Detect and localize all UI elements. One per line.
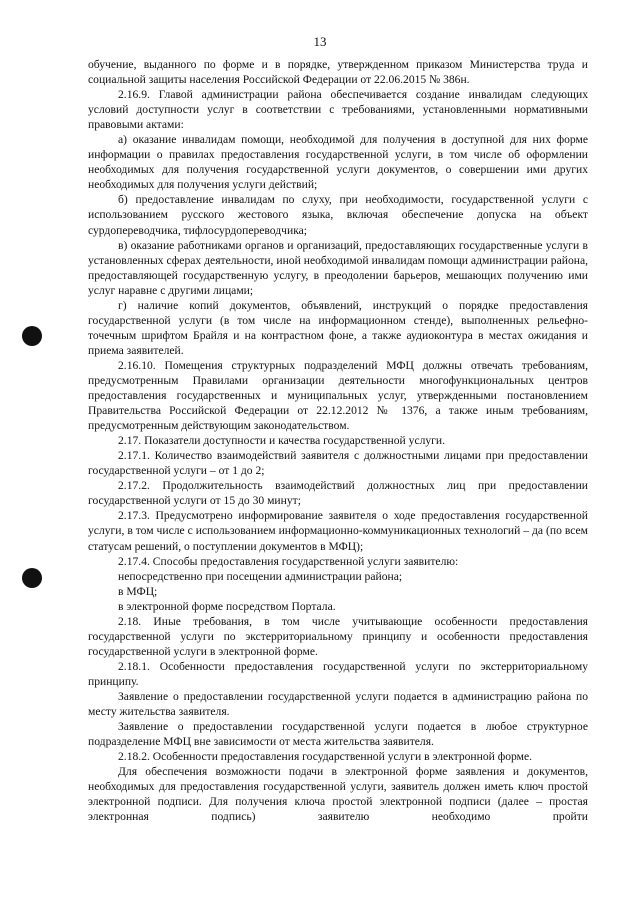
paragraph: 2.18.1. Особенности предоставления государственной услуги по экстерриториальному принципу. <box>88 659 588 688</box>
paragraph: 2.16.10. Помещения структурных подразделений МФЦ должны отвечать требованиям, предусмотренным Правилами организации деятельности многофункциональных центров предоставления государственных и муниципальных услуг, утвержденными постановлением Правительства Российской Федерации от 22.12.2012 № 1376, а также иным требованиям, предусмотренным действующим законодательством. <box>88 358 588 433</box>
paragraph: г) наличие копий документов, объявлений, инструкций о порядке предоставления государственной услуги (в том числе на информационном стенде), выполненных рельефно-точечным шрифтом Брайля и на контрастном фоне, а также аудиоконтура в местах ожидания и приема заявителей. <box>88 298 588 357</box>
paragraph: в МФЦ; <box>118 584 158 598</box>
paragraph: 2.16.9. Главой администрации района обеспечивается создание инвалидам следующих условий доступности услуг в соответствии с требованиями, установленными нормативными правовыми актами: <box>88 88 588 132</box>
paragraph: Заявление о предоставлении государственной услуги подается в администрацию района по месту жительства заявителя. <box>88 689 588 719</box>
punch-hole-top <box>22 326 42 346</box>
paragraph: Заявление о предоставлении государственной услуги подается в любое структурное подразделение МФЦ вне зависимости от места жительства заявителя. <box>88 720 588 749</box>
paragraph: 2.17.2. Продолжительность взаимодействий должностных лиц при предоставлении государственной услуги от 15 до 30 минут; <box>88 479 588 508</box>
paragraph: 2.17.3. Предусмотрено информирование заявителя о ходе предоставления государственной услуги, в том числе с использованием информационно-коммуникационных технологий – да (по всем статусам решений, о поступлении документов в МФЦ); <box>88 509 588 553</box>
paragraph: обучение, выданного по форме и в порядке, утвержденном приказом Министерства труда и социальной защиты населения Российской Федерации от 22.06.2015 № 386н. <box>88 58 588 87</box>
paragraph: 2.17. Показатели доступности и качества государственной услуги. <box>118 434 446 448</box>
paragraph: 2.17.4. Способы предоставления государственной услуги заявителю: <box>118 554 459 568</box>
paragraph: в электронной форме посредством Портала. <box>118 599 336 613</box>
paragraph: 2.18. Иные требования, в том числе учитывающие особенности предоставления государственной услуги по экстерриториальному принципу и особенности предоставления государственной услуги в электронной форме. <box>88 614 588 658</box>
paragraph: непосредственно при посещении администрации района; <box>118 569 403 583</box>
paragraph: а) оказание инвалидам помощи, необходимой для получения в доступной для них форме информации о правилах предоставления государственной услуги, в том числе об оформлении необходимых для получения государственной услуги документов, о совершении ими других необходимых для получения услуги действий; <box>88 133 588 192</box>
paragraph: в) оказание работниками органов и организаций, предоставляющих государственные услуги в установленных сферах деятельности, иной необходимой инвалидам помощи администрации района, предоставляющей государственную услугу, в преодолении барьеров, мешающих получению ими услуг наравне с другими лицами; <box>88 238 588 297</box>
punch-hole-bottom <box>22 568 42 588</box>
page-number: 13 <box>313 34 327 49</box>
paragraph: б) предоставление инвалидам по слуху, при необходимости, государственной услуги с использованием русского жестового языка, включая обеспечение допуска на объект сурдопереводчика, тифлосурдопереводчика; <box>88 193 588 237</box>
paragraph: 2.18.2. Особенности предоставления государственной услуги в электронной форме. <box>118 750 533 764</box>
paragraph: 2.17.1. Количество взаимодействий заявителя с должностными лицами при предоставлении государственной услуги – от 1 до 2; <box>88 449 588 478</box>
paragraph: Для обеспечения возможности подачи в электронной форме заявления и документов, необходимых для предоставления государственной услуги, заявитель должен иметь ключ простой электронной подписи. Для получения ключа простой электронной подписи (далее – простая электронная подпись) заявителю необходимо пройти <box>88 765 588 824</box>
document-body <box>88 57 588 824</box>
